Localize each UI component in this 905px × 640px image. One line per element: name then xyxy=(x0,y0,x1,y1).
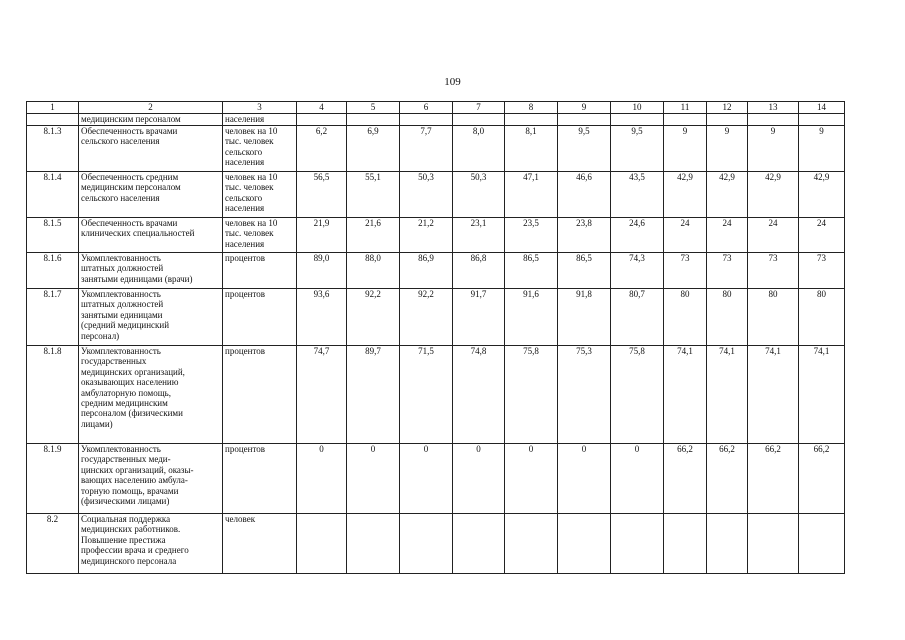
value-cell: 8,0 xyxy=(453,126,505,172)
value-cell: 75,8 xyxy=(505,346,558,444)
column-number-14: 14 xyxy=(799,102,845,114)
value-cell xyxy=(611,514,664,574)
indicator-name-line: цинских организаций, оказы- xyxy=(81,464,194,475)
indicator-name-line: Социальная поддержка xyxy=(81,514,171,524)
value-cell: 21,9 xyxy=(297,218,347,253)
value-cell: 24,6 xyxy=(611,218,664,253)
page-number: 109 xyxy=(444,76,461,88)
indicator-name-line: профессии врача и среднего xyxy=(81,545,189,556)
indicator-name-line: средним медицинским xyxy=(81,398,168,409)
indicator-name-line: персонал) xyxy=(81,330,120,341)
indicator-name-line: сельского населения xyxy=(81,192,160,203)
value-cell: 0 xyxy=(400,444,453,514)
column-number-4: 4 xyxy=(297,102,347,114)
value-cell xyxy=(748,514,799,574)
value-cell: 55,1 xyxy=(347,172,400,218)
indicator-name-line: медицинских организаций, xyxy=(81,366,185,377)
column-number-1: 1 xyxy=(27,102,79,114)
value-cell: 86,5 xyxy=(558,253,611,289)
unit-line: процентов xyxy=(225,444,266,454)
value-cell: 74,3 xyxy=(611,253,664,289)
indicator-name xyxy=(79,514,223,574)
column-number-11: 11 xyxy=(664,102,707,114)
value-cell: 9 xyxy=(799,126,845,172)
table-row xyxy=(27,126,845,172)
value-cell xyxy=(707,514,748,574)
indicator-name-line: Обеспеченность врачами xyxy=(81,126,178,136)
value-cell: 71,5 xyxy=(400,346,453,444)
unit-line: тыс. человек xyxy=(225,136,274,147)
value-cell: 9 xyxy=(707,126,748,172)
indicator-name-line: сельского населения xyxy=(81,136,160,147)
value-cell: 0 xyxy=(297,444,347,514)
value-cell: 89,7 xyxy=(347,346,400,444)
value-cell: 74,8 xyxy=(453,346,505,444)
value-cell xyxy=(297,514,347,574)
indicator-name-line: Укомплектованность xyxy=(81,444,161,454)
value-cell: 42,9 xyxy=(748,172,799,218)
row-number: 8.1.3 xyxy=(27,126,79,172)
value-cell xyxy=(558,514,611,574)
row-number: 8.1.8 xyxy=(27,346,79,444)
unit-line: человек на 10 xyxy=(225,218,278,228)
value-cell: 56,5 xyxy=(297,172,347,218)
indicator-name-line: Укомплектованность xyxy=(81,253,161,263)
value-cell: 74,1 xyxy=(707,346,748,444)
value-cell: 66,2 xyxy=(748,444,799,514)
unit-line: населения xyxy=(225,238,265,249)
value-cell: 9,5 xyxy=(611,126,664,172)
unit-of-measure xyxy=(223,253,297,289)
row-number: 8.2 xyxy=(27,514,79,574)
continuation-cell: медицинским персоналом xyxy=(79,114,223,126)
unit-of-measure xyxy=(223,346,297,444)
value-cell: 91,6 xyxy=(505,289,558,346)
continuation-cell xyxy=(505,114,558,126)
value-cell: 66,2 xyxy=(664,444,707,514)
indicator-name-line: медицинским персоналом xyxy=(81,182,181,193)
value-cell: 73 xyxy=(707,253,748,289)
value-cell xyxy=(347,514,400,574)
unit-line: процентов xyxy=(225,289,266,299)
value-cell xyxy=(505,514,558,574)
value-cell: 66,2 xyxy=(799,444,845,514)
value-cell: 80 xyxy=(799,289,845,346)
table-row xyxy=(27,444,845,514)
indicator-table xyxy=(26,101,845,574)
continuation-cell xyxy=(611,114,664,126)
unit-of-measure xyxy=(223,126,297,172)
value-cell: 80 xyxy=(707,289,748,346)
unit-line: человек на 10 xyxy=(225,172,278,182)
continuation-cell xyxy=(453,114,505,126)
indicator-name-line: лицами) xyxy=(81,418,113,429)
value-cell: 91,8 xyxy=(558,289,611,346)
indicator-name-line: оказывающих населению xyxy=(81,377,179,388)
value-cell: 66,2 xyxy=(707,444,748,514)
value-cell: 0 xyxy=(611,444,664,514)
continuation-cell: населения xyxy=(223,114,297,126)
value-cell: 0 xyxy=(453,444,505,514)
value-cell: 91,7 xyxy=(453,289,505,346)
value-cell: 24 xyxy=(799,218,845,253)
continuation-cell xyxy=(707,114,748,126)
value-cell: 50,3 xyxy=(453,172,505,218)
row-number: 8.1.7 xyxy=(27,289,79,346)
value-cell: 75,3 xyxy=(558,346,611,444)
continuation-cell xyxy=(664,114,707,126)
value-cell: 92,2 xyxy=(400,289,453,346)
row-number: 8.1.9 xyxy=(27,444,79,514)
unit-of-measure xyxy=(223,218,297,253)
value-cell: 0 xyxy=(505,444,558,514)
value-cell: 80,7 xyxy=(611,289,664,346)
column-number-13: 13 xyxy=(748,102,799,114)
column-number-5: 5 xyxy=(347,102,400,114)
unit-line: человек xyxy=(225,514,256,524)
value-cell: 21,6 xyxy=(347,218,400,253)
value-cell: 80 xyxy=(748,289,799,346)
value-cell: 89,0 xyxy=(297,253,347,289)
value-cell xyxy=(453,514,505,574)
value-cell: 86,8 xyxy=(453,253,505,289)
value-cell: 93,6 xyxy=(297,289,347,346)
unit-line: процентов xyxy=(225,346,266,356)
value-cell: 9 xyxy=(664,126,707,172)
continuation-cell xyxy=(799,114,845,126)
value-cell: 92,2 xyxy=(347,289,400,346)
row-number: 8.1.4 xyxy=(27,172,79,218)
value-cell: 80 xyxy=(664,289,707,346)
indicator-name-line: амбулаторную помощь, xyxy=(81,387,172,398)
indicator-name xyxy=(79,253,223,289)
value-cell: 9 xyxy=(748,126,799,172)
indicator-name-line: (средний медицинский xyxy=(81,320,170,331)
unit-line: населения xyxy=(225,157,265,168)
value-cell: 73 xyxy=(799,253,845,289)
value-cell: 42,9 xyxy=(664,172,707,218)
column-number-3: 3 xyxy=(223,102,297,114)
column-number-6: 6 xyxy=(400,102,453,114)
unit-line: сельского xyxy=(225,146,263,157)
value-cell: 86,9 xyxy=(400,253,453,289)
value-cell xyxy=(400,514,453,574)
value-cell: 74,1 xyxy=(799,346,845,444)
value-cell: 73 xyxy=(748,253,799,289)
unit-line: тыс. человек xyxy=(225,228,274,239)
value-cell: 24 xyxy=(748,218,799,253)
unit-line: человек на 10 xyxy=(225,126,278,136)
value-cell: 0 xyxy=(558,444,611,514)
value-cell: 24 xyxy=(664,218,707,253)
column-number-row xyxy=(27,102,845,114)
indicator-name-line: государственных меди- xyxy=(81,454,171,465)
value-cell: 88,0 xyxy=(347,253,400,289)
indicator-name-line: Повышение престижа xyxy=(81,534,166,545)
value-cell: 8,1 xyxy=(505,126,558,172)
value-cell: 73 xyxy=(664,253,707,289)
continuation-cell xyxy=(400,114,453,126)
indicator-name xyxy=(79,444,223,514)
continuation-cell xyxy=(27,114,79,126)
indicator-name-line: государственных xyxy=(81,356,147,367)
value-cell: 24 xyxy=(707,218,748,253)
value-cell: 7,7 xyxy=(400,126,453,172)
row-number: 8.1.6 xyxy=(27,253,79,289)
continuation-cell xyxy=(558,114,611,126)
indicator-name-line: штатных должностей xyxy=(81,299,164,310)
unit-of-measure xyxy=(223,172,297,218)
table-row xyxy=(27,346,845,444)
indicator-name-line: торную помощь, врачами xyxy=(81,485,179,496)
unit-line: населения xyxy=(225,203,265,214)
row-number: 8.1.5 xyxy=(27,218,79,253)
table-row xyxy=(27,218,845,253)
value-cell xyxy=(664,514,707,574)
value-cell: 74,7 xyxy=(297,346,347,444)
indicator-name xyxy=(79,289,223,346)
value-cell: 46,6 xyxy=(558,172,611,218)
indicator-name-line: медицинского персонала xyxy=(81,555,177,566)
column-number-10: 10 xyxy=(611,102,664,114)
indicator-name xyxy=(79,126,223,172)
indicator-name-line: медицинских работников. xyxy=(81,524,181,535)
indicator-name-line: Обеспеченность средним xyxy=(81,172,179,182)
unit-line: процентов xyxy=(225,253,266,263)
value-cell: 42,9 xyxy=(707,172,748,218)
value-cell: 47,1 xyxy=(505,172,558,218)
value-cell: 50,3 xyxy=(400,172,453,218)
indicator-name-line: персоналом (физическими xyxy=(81,408,183,419)
continuation-cell xyxy=(748,114,799,126)
indicator-name-line: занятыми единицами (врачи) xyxy=(81,273,193,284)
column-number-12: 12 xyxy=(707,102,748,114)
continuation-cell xyxy=(347,114,400,126)
unit-line: тыс. человек xyxy=(225,182,274,193)
value-cell: 23,5 xyxy=(505,218,558,253)
indicator-name-line: (физическими лицами) xyxy=(81,496,170,507)
indicator-name xyxy=(79,172,223,218)
value-cell: 23,1 xyxy=(453,218,505,253)
column-number-9: 9 xyxy=(558,102,611,114)
unit-of-measure xyxy=(223,444,297,514)
value-cell: 42,9 xyxy=(799,172,845,218)
column-number-2: 2 xyxy=(79,102,223,114)
table-row xyxy=(27,289,845,346)
indicator-name-line: Обеспеченность врачами xyxy=(81,218,178,228)
value-cell: 86,5 xyxy=(505,253,558,289)
value-cell: 6,2 xyxy=(297,126,347,172)
value-cell: 21,2 xyxy=(400,218,453,253)
indicator-name-line: клинических специальностей xyxy=(81,228,195,239)
unit-of-measure xyxy=(223,289,297,346)
table-row xyxy=(27,253,845,289)
value-cell xyxy=(799,514,845,574)
continuation-row xyxy=(27,114,845,126)
value-cell: 74,1 xyxy=(748,346,799,444)
unit-of-measure xyxy=(223,514,297,574)
value-cell: 0 xyxy=(347,444,400,514)
value-cell: 6,9 xyxy=(347,126,400,172)
indicator-name-line: вающих населению амбула- xyxy=(81,475,188,486)
value-cell: 74,1 xyxy=(664,346,707,444)
table-row xyxy=(27,514,845,574)
column-number-7: 7 xyxy=(453,102,505,114)
value-cell: 23,8 xyxy=(558,218,611,253)
value-cell: 9,5 xyxy=(558,126,611,172)
indicator-name-line: Укомплектованность xyxy=(81,289,161,299)
indicator-name-line: штатных должностей xyxy=(81,263,164,274)
value-cell: 43,5 xyxy=(611,172,664,218)
value-cell: 75,8 xyxy=(611,346,664,444)
indicator-name-line: Укомплектованность xyxy=(81,346,161,356)
column-number-8: 8 xyxy=(505,102,558,114)
indicator-name-line: занятыми единицами xyxy=(81,309,163,320)
continuation-cell xyxy=(297,114,347,126)
indicator-name xyxy=(79,218,223,253)
unit-line: сельского xyxy=(225,192,263,203)
table-row xyxy=(27,172,845,218)
indicator-name xyxy=(79,346,223,444)
